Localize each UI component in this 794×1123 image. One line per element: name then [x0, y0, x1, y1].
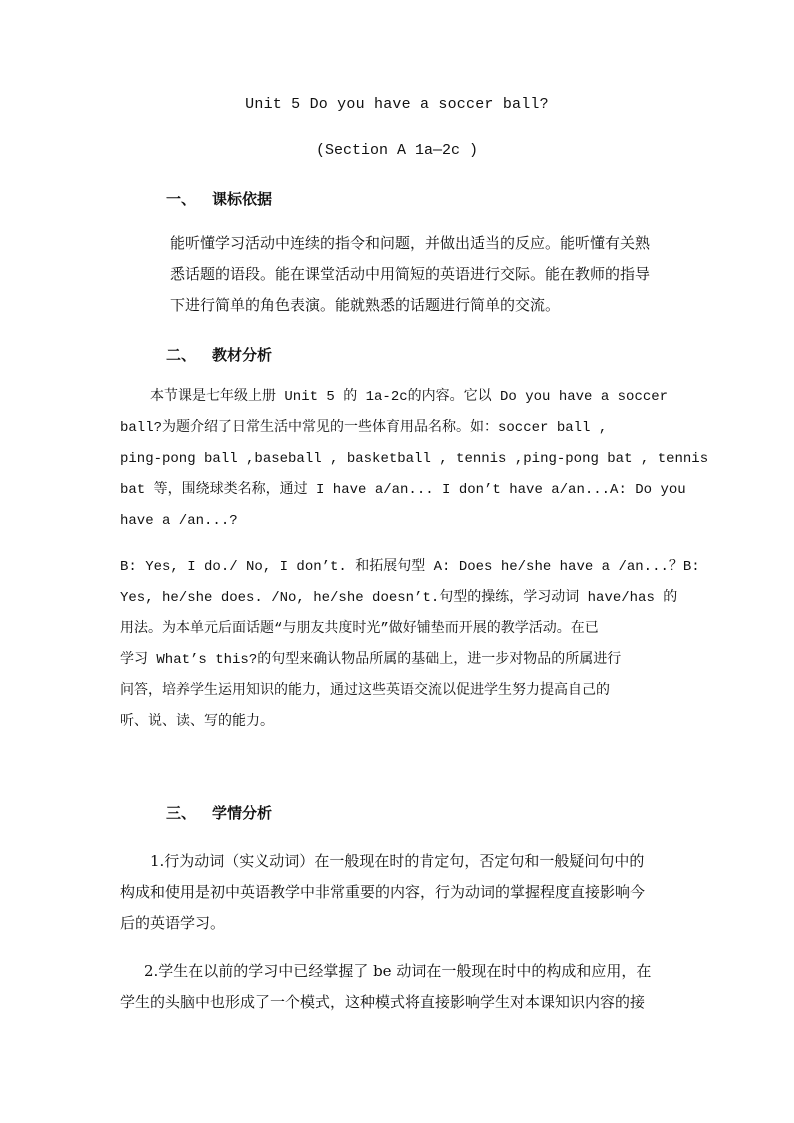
section-title: 教材分析: [212, 346, 273, 364]
paragraph-line: 2.学生在以前的学习中已经掌握了 be 动词在一般现在时中的构成和应用，在: [144, 962, 652, 980]
paragraph-line: ball?为题介绍了日常生活中常见的一些体育用品名称。如：soccer ball ,: [120, 420, 608, 436]
section-paragraph-3a: [120, 846, 680, 939]
document-title: Unit 5 Do you have a soccer ball?: [245, 96, 549, 113]
document-subtitle: (Section A 1a—2c ): [315, 142, 479, 159]
paragraph-line: Yes, he/she does. /No, he/she doesn’t.句型的操练，学习动词 have/has 的: [120, 590, 678, 606]
section-heading-3: [166, 802, 272, 823]
section-heading-2: [166, 344, 272, 365]
section-number: 一、: [166, 190, 197, 208]
paragraph-line: 问答，培养学生运用知识的能力，通过这些英语交流以促进学生努力提高自己的: [120, 683, 610, 699]
section-heading-1: [166, 188, 272, 209]
section-title: 课标依据: [212, 190, 273, 208]
paragraph-line: 用法。为本单元后面话题“与朋友共度时光”做好铺垫而开展的教学活动。在已: [120, 621, 599, 637]
paragraph-line: B: Yes, I do./ No, I don’t. 和拓展句型 A: Does he/she have a /an...？B:: [120, 559, 700, 575]
paragraph-line: 后的英语学习。: [120, 914, 226, 932]
paragraph-line: 听、说、读、写的能力。: [120, 714, 274, 730]
paragraph-line: 1.行为动词（实义动词）在一般现在时的肯定句，否定句和一般疑问句中的: [150, 852, 645, 870]
paragraph-line: 学习 What’s this?的句型来确认物品所属的基础上，进一步对物品的所属进行: [120, 652, 622, 668]
paragraph-line: 下进行简单的角色表演。能就熟悉的话题进行简单的交流。: [170, 296, 561, 314]
section-paragraph-2a: [120, 382, 709, 537]
section-number: 三、: [166, 804, 197, 822]
section-paragraph-1: [170, 228, 675, 321]
paragraph-line: 学生的头脑中也形成了一个模式，这种模式将直接影响学生对本课知识内容的接: [120, 993, 646, 1011]
paragraph-line: 本节课是七年级上册 Unit 5 的 1a-2c的内容。它以 Do you have a soccer: [150, 389, 669, 405]
paragraph-line: 悉话题的语段。能在课堂活动中用简短的英语进行交际。能在教师的指导: [170, 265, 651, 283]
paragraph-line: bat 等，围绕球类名称，通过 I have a/an... I don’t have a/an...A: Do you: [120, 482, 686, 498]
paragraph-line: ping-pong ball ,baseball , basketball , tennis ,ping-pong bat , tennis: [120, 451, 709, 467]
paragraph-line: 能听懂学习活动中连续的指令和问题，并做出适当的反应。能听懂有关熟: [170, 234, 651, 252]
section-number: 二、: [166, 346, 197, 364]
paragraph-line: have a /an...?: [120, 513, 238, 529]
section-title: 学情分析: [212, 804, 273, 822]
section-paragraph-3b: [120, 956, 680, 1018]
section-paragraph-2b: [120, 552, 700, 738]
paragraph-line: 构成和使用是初中英语教学中非常重要的内容，行为动词的掌握程度直接影响今: [120, 883, 646, 901]
